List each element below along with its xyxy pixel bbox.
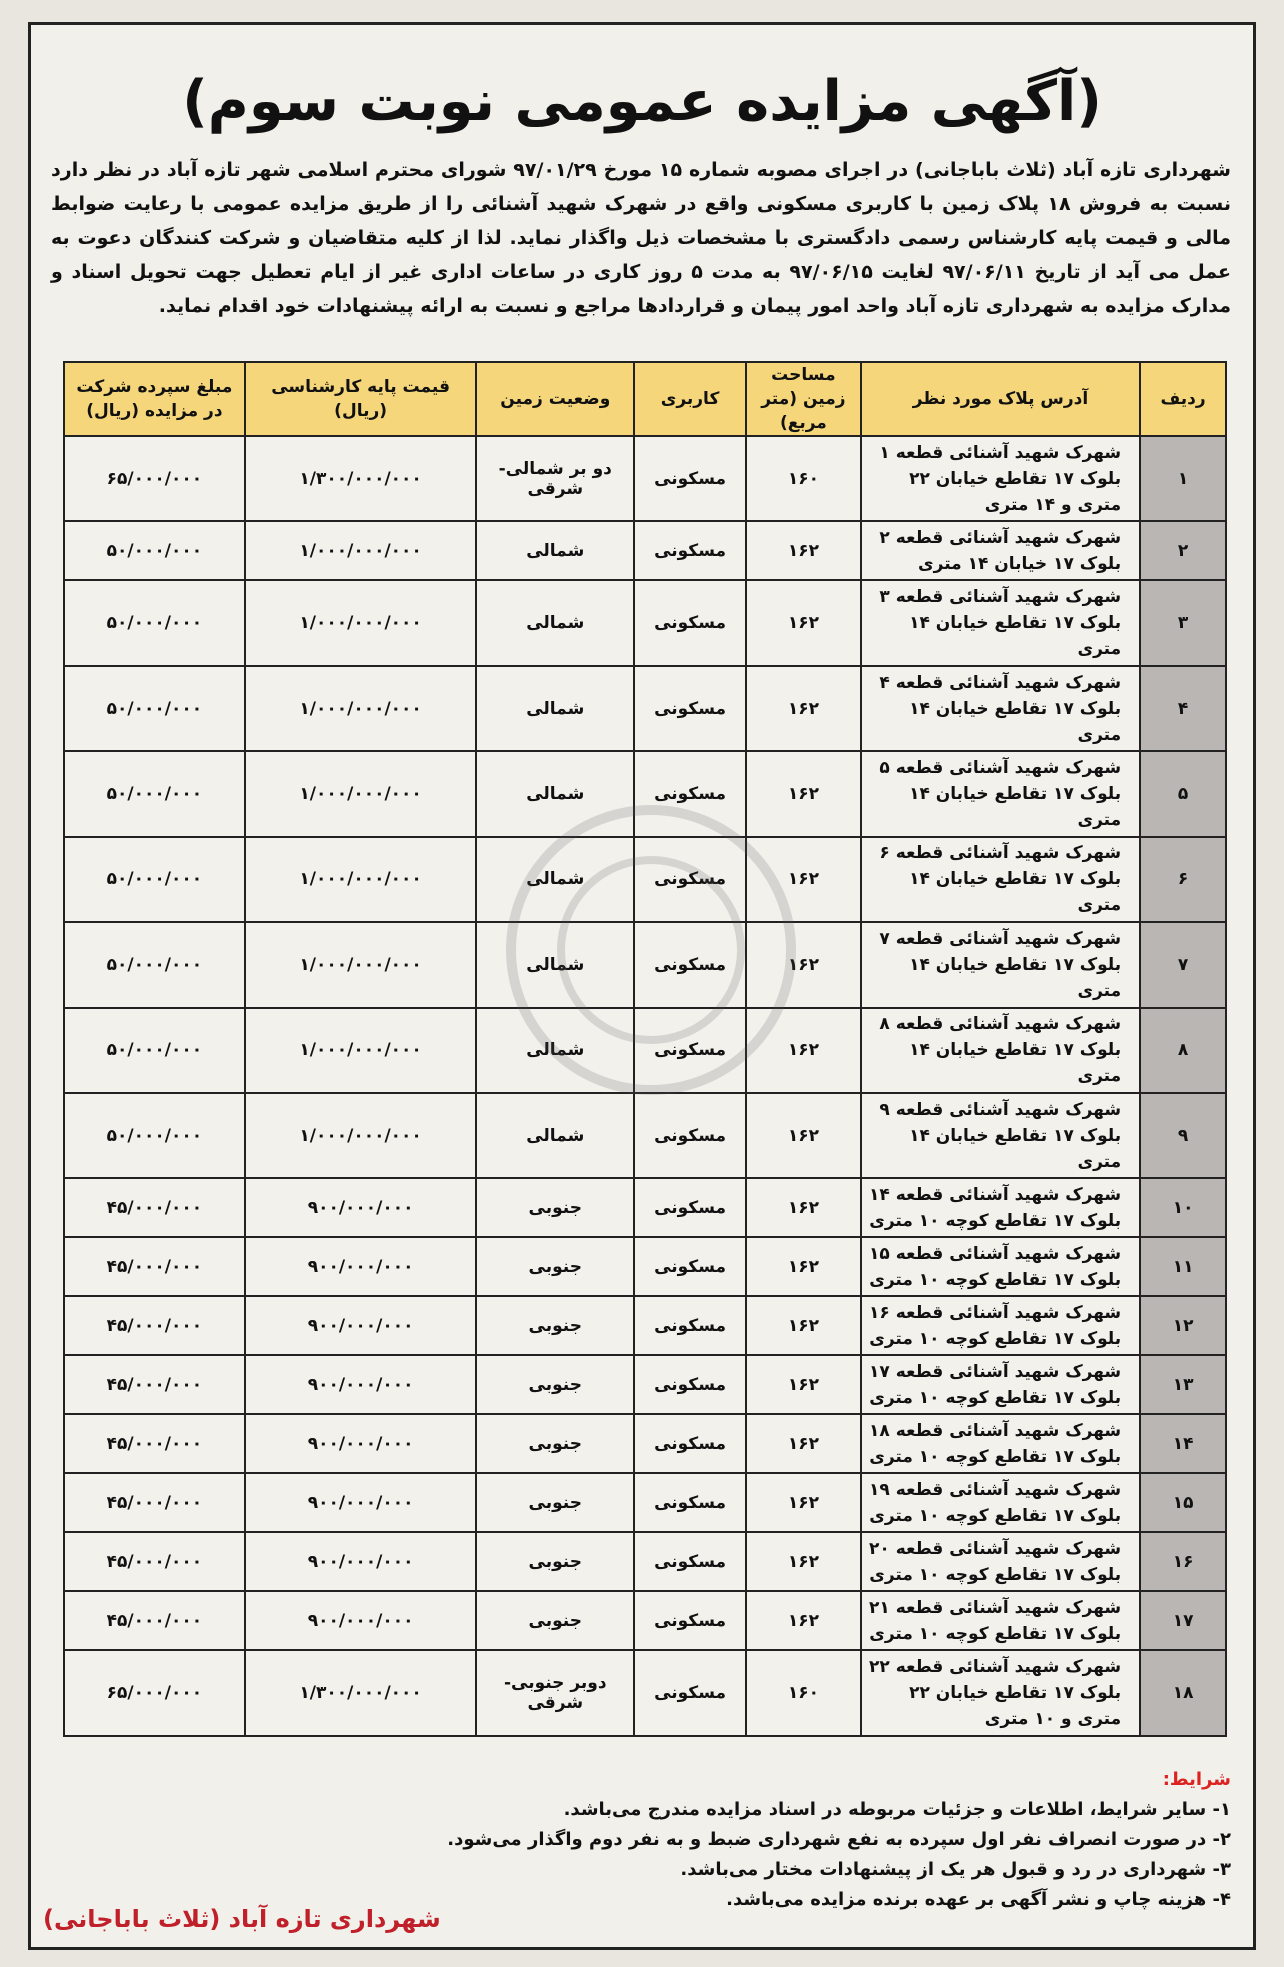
cell-row-number: ۱۱ bbox=[1140, 1237, 1226, 1296]
cell-area: ۱۶۲ bbox=[746, 1296, 861, 1355]
cell-deposit: ۵۰/۰۰۰/۰۰۰ bbox=[64, 1008, 245, 1093]
header-area: مساحت زمین (متر مربع) bbox=[746, 362, 861, 436]
cell-status: شمالی bbox=[476, 1008, 634, 1093]
table-row bbox=[64, 1414, 1226, 1473]
cell-address: شهرک شهید آشنائی قطعه ۸ بلوک ۱۷ تقاطع خیابان ۱۴ متری bbox=[861, 1008, 1140, 1093]
cell-row-number: ۴ bbox=[1140, 666, 1226, 751]
cell-price: ۱/۰۰۰/۰۰۰/۰۰۰ bbox=[245, 521, 477, 580]
table-row bbox=[64, 922, 1226, 1007]
cell-price: ۹۰۰/۰۰۰/۰۰۰ bbox=[245, 1296, 477, 1355]
cell-deposit: ۴۵/۰۰۰/۰۰۰ bbox=[64, 1473, 245, 1532]
cell-area: ۱۶۲ bbox=[746, 1532, 861, 1591]
cell-row-number: ۱۴ bbox=[1140, 1414, 1226, 1473]
cell-deposit: ۴۵/۰۰۰/۰۰۰ bbox=[64, 1178, 245, 1237]
cell-price: ۹۰۰/۰۰۰/۰۰۰ bbox=[245, 1473, 477, 1532]
intro-paragraph: شهرداری تازه آباد (ثلاث باباجانی) در اجرای مصوبه شماره ۱۵ مورخ ۹۷/۰۱/۲۹ شورای محترم اسلامی شهر تازه آباد در نظر دارد نسبت به فروش ۱۸ پلاک زمین با کاربری مسکونی واقع در شهرک شهید آشنائی را از طریق مزایده عمومی با رعایت ضوابط مالی و قیمت پایه کارشناس رسمی دادگستری با مشخصات ذیل واگذار نماید. لذا از کلیه متقاضیان و شرکت کنندگان دعوت به عمل می آید از تاریخ ۹۷/۰۶/۱۱ لغایت ۹۷/۰۶/۱۵ به مدت ۵ روز کاری در ساعات اداری غیر از ایام تعطیل جهت تحویل اسناد و مدارک مزایده به شهرداری تازه آباد واحد امور پیمان و قراردادها مراجع و نسبت به ارائه پیشنهادات خود اقدام نماید. bbox=[51, 159, 1231, 317]
header-deposit: مبلغ سپرده شرکت در مزایده (ریال) bbox=[64, 362, 245, 436]
table-row bbox=[64, 1355, 1226, 1414]
condition-item: ۱- سایر شرایط، اطلاعات و جزئیات مربوطه در اسناد مزایده مندرج می‌باشد. bbox=[563, 1799, 1231, 1820]
cell-row-number: ۵ bbox=[1140, 751, 1226, 836]
table-row bbox=[64, 1178, 1226, 1237]
cell-deposit: ۵۰/۰۰۰/۰۰۰ bbox=[64, 521, 245, 580]
cell-address: شهرک شهید آشنائی قطعه ۷ بلوک ۱۷ تقاطع خیابان ۱۴ متری bbox=[861, 922, 1140, 1007]
table-row bbox=[64, 1532, 1226, 1591]
cell-price: ۹۰۰/۰۰۰/۰۰۰ bbox=[245, 1237, 477, 1296]
table-header-row bbox=[64, 362, 1226, 436]
cell-deposit: ۵۰/۰۰۰/۰۰۰ bbox=[64, 580, 245, 665]
cell-price: ۱/۰۰۰/۰۰۰/۰۰۰ bbox=[245, 751, 477, 836]
cell-area: ۱۶۲ bbox=[746, 1008, 861, 1093]
cell-address: شهرک شهید آشنائی قطعه ۱ بلوک ۱۷ تقاطع خیابان ۲۲ متری و ۱۴ متری bbox=[861, 436, 1140, 521]
cell-address: شهرک شهید آشنائی قطعه ۳ بلوک ۱۷ تقاطع خیابان ۱۴ متری bbox=[861, 580, 1140, 665]
table-row bbox=[64, 1591, 1226, 1650]
cell-address: شهرک شهید آشنائی قطعه ۲۰ بلوک ۱۷ تقاطع کوچه ۱۰ متری bbox=[861, 1532, 1140, 1591]
cell-status: شمالی bbox=[476, 837, 634, 922]
cell-price: ۹۰۰/۰۰۰/۰۰۰ bbox=[245, 1414, 477, 1473]
cell-address: شهرک شهید آشنائی قطعه ۱۶ بلوک ۱۷ تقاطع کوچه ۱۰ متری bbox=[861, 1296, 1140, 1355]
cell-price: ۹۰۰/۰۰۰/۰۰۰ bbox=[245, 1178, 477, 1237]
cell-status: جنوبی bbox=[476, 1296, 634, 1355]
cell-row-number: ۱۲ bbox=[1140, 1296, 1226, 1355]
cell-use: مسکونی bbox=[634, 837, 746, 922]
table-body bbox=[64, 436, 1226, 1736]
cell-deposit: ۴۵/۰۰۰/۰۰۰ bbox=[64, 1355, 245, 1414]
table-row bbox=[64, 1237, 1226, 1296]
cell-status: شمالی bbox=[476, 666, 634, 751]
cell-row-number: ۱۳ bbox=[1140, 1355, 1226, 1414]
cell-row-number: ۲ bbox=[1140, 521, 1226, 580]
table-row bbox=[64, 1093, 1226, 1178]
cell-status: شمالی bbox=[476, 751, 634, 836]
cell-area: ۱۶۲ bbox=[746, 1473, 861, 1532]
cell-price: ۱/۰۰۰/۰۰۰/۰۰۰ bbox=[245, 666, 477, 751]
cell-status: شمالی bbox=[476, 580, 634, 665]
table-row bbox=[64, 580, 1226, 665]
cell-area: ۱۶۲ bbox=[746, 1414, 861, 1473]
cell-use: مسکونی bbox=[634, 666, 746, 751]
cell-deposit: ۵۰/۰۰۰/۰۰۰ bbox=[64, 837, 245, 922]
cell-use: مسکونی bbox=[634, 1532, 746, 1591]
cell-status: جنوبی bbox=[476, 1237, 634, 1296]
auction-table bbox=[63, 361, 1227, 1737]
cell-status: جنوبی bbox=[476, 1414, 634, 1473]
cell-deposit: ۴۵/۰۰۰/۰۰۰ bbox=[64, 1591, 245, 1650]
cell-use: مسکونی bbox=[634, 436, 746, 521]
cell-deposit: ۴۵/۰۰۰/۰۰۰ bbox=[64, 1296, 245, 1355]
cell-use: مسکونی bbox=[634, 1008, 746, 1093]
cell-price: ۹۰۰/۰۰۰/۰۰۰ bbox=[245, 1532, 477, 1591]
cell-use: مسکونی bbox=[634, 1591, 746, 1650]
cell-address: شهرک شهید آشنائی قطعه ۱۷ بلوک ۱۷ تقاطع کوچه ۱۰ متری bbox=[861, 1355, 1140, 1414]
cell-address: شهرک شهید آشنائی قطعه ۱۴ بلوک ۱۷ تقاطع کوچه ۱۰ متری bbox=[861, 1178, 1140, 1237]
cell-status: جنوبی bbox=[476, 1355, 634, 1414]
cell-row-number: ۳ bbox=[1140, 580, 1226, 665]
cell-area: ۱۶۲ bbox=[746, 922, 861, 1007]
cell-price: ۱/۰۰۰/۰۰۰/۰۰۰ bbox=[245, 1008, 477, 1093]
cell-price: ۱/۰۰۰/۰۰۰/۰۰۰ bbox=[245, 922, 477, 1007]
cell-use: مسکونی bbox=[634, 521, 746, 580]
condition-item: ۳- شهرداری در رد و قبول هر یک از پیشنهادات مختار می‌باشد. bbox=[680, 1859, 1231, 1880]
cell-status: شمالی bbox=[476, 922, 634, 1007]
cell-area: ۱۶۲ bbox=[746, 751, 861, 836]
table-row bbox=[64, 436, 1226, 521]
cell-row-number: ۱۸ bbox=[1140, 1650, 1226, 1736]
cell-use: مسکونی bbox=[634, 1237, 746, 1296]
cell-address: شهرک شهید آشنائی قطعه ۶ بلوک ۱۷ تقاطع خیابان ۱۴ متری bbox=[861, 837, 1140, 922]
cell-area: ۱۶۲ bbox=[746, 521, 861, 580]
cell-address: شهرک شهید آشنائی قطعه ۲۱ بلوک ۱۷ تقاطع کوچه ۱۰ متری bbox=[861, 1591, 1140, 1650]
cell-area: ۱۶۲ bbox=[746, 1591, 861, 1650]
cell-use: مسکونی bbox=[634, 1178, 746, 1237]
cell-address: شهرک شهید آشنائی قطعه ۵ بلوک ۱۷ تقاطع خیابان ۱۴ متری bbox=[861, 751, 1140, 836]
table-row bbox=[64, 666, 1226, 751]
cell-use: مسکونی bbox=[634, 1414, 746, 1473]
cell-row-number: ۱۵ bbox=[1140, 1473, 1226, 1532]
cell-use: مسکونی bbox=[634, 1473, 746, 1532]
cell-use: مسکونی bbox=[634, 1650, 746, 1736]
cell-status: جنوبی bbox=[476, 1473, 634, 1532]
cell-price: ۱/۳۰۰/۰۰۰/۰۰۰ bbox=[245, 1650, 477, 1736]
cell-area: ۱۶۲ bbox=[746, 837, 861, 922]
cell-use: مسکونی bbox=[634, 1296, 746, 1355]
cell-use: مسکونی bbox=[634, 580, 746, 665]
table-row bbox=[64, 521, 1226, 580]
cell-price: ۱/۰۰۰/۰۰۰/۰۰۰ bbox=[245, 837, 477, 922]
cell-price: ۹۰۰/۰۰۰/۰۰۰ bbox=[245, 1355, 477, 1414]
cell-status: شمالی bbox=[476, 521, 634, 580]
cell-area: ۱۶۰ bbox=[746, 436, 861, 521]
header-use: کاربری bbox=[634, 362, 746, 436]
cell-status: دو بر شمالی-شرقی bbox=[476, 436, 634, 521]
cell-address: شهرک شهید آشنائی قطعه ۴ بلوک ۱۷ تقاطع خیابان ۱۴ متری bbox=[861, 666, 1140, 751]
cell-price: ۱/۰۰۰/۰۰۰/۰۰۰ bbox=[245, 1093, 477, 1178]
cell-use: مسکونی bbox=[634, 1093, 746, 1178]
cell-address: شهرک شهید آشنائی قطعه ۹ بلوک ۱۷ تقاطع خیابان ۱۴ متری bbox=[861, 1093, 1140, 1178]
cell-status: شمالی bbox=[476, 1093, 634, 1178]
table-row bbox=[64, 751, 1226, 836]
cell-status: جنوبی bbox=[476, 1532, 634, 1591]
cell-area: ۱۶۰ bbox=[746, 1650, 861, 1736]
cell-row-number: ۱۶ bbox=[1140, 1532, 1226, 1591]
cell-area: ۱۶۲ bbox=[746, 580, 861, 665]
table-row bbox=[64, 1008, 1226, 1093]
cell-price: ۱/۳۰۰/۰۰۰/۰۰۰ bbox=[245, 436, 477, 521]
cell-row-number: ۸ bbox=[1140, 1008, 1226, 1093]
cell-deposit: ۴۵/۰۰۰/۰۰۰ bbox=[64, 1414, 245, 1473]
cell-deposit: ۶۵/۰۰۰/۰۰۰ bbox=[64, 436, 245, 521]
cell-area: ۱۶۲ bbox=[746, 1093, 861, 1178]
cell-status: جنوبی bbox=[476, 1591, 634, 1650]
cell-row-number: ۹ bbox=[1140, 1093, 1226, 1178]
cell-price: ۱/۰۰۰/۰۰۰/۰۰۰ bbox=[245, 580, 477, 665]
cell-status: جنوبی bbox=[476, 1178, 634, 1237]
cell-deposit: ۵۰/۰۰۰/۰۰۰ bbox=[64, 1093, 245, 1178]
cell-address: شهرک شهید آشنائی قطعه ۱۹ بلوک ۱۷ تقاطع کوچه ۱۰ متری bbox=[861, 1473, 1140, 1532]
municipality-signature: شهرداری تازه آباد (ثلاث باباجانی) bbox=[43, 1905, 441, 1933]
cell-area: ۱۶۲ bbox=[746, 1355, 861, 1414]
header-row-number: ردیف bbox=[1140, 362, 1226, 436]
cell-row-number: ۱۷ bbox=[1140, 1591, 1226, 1650]
cell-area: ۱۶۲ bbox=[746, 666, 861, 751]
table-row bbox=[64, 1650, 1226, 1736]
page-title: (آگهی مزایده عمومی نوبت سوم) bbox=[182, 69, 1102, 134]
cell-deposit: ۴۵/۰۰۰/۰۰۰ bbox=[64, 1237, 245, 1296]
cell-area: ۱۶۲ bbox=[746, 1237, 861, 1296]
cell-address: شهرک شهید آشنائی قطعه ۲ بلوک ۱۷ خیابان ۱۴ متری bbox=[861, 521, 1140, 580]
condition-item: ۲- در صورت انصراف نفر اول سپرده به نفع شهرداری ضبط و به نفر دوم واگذار می‌شود. bbox=[447, 1829, 1231, 1850]
table-row bbox=[64, 1296, 1226, 1355]
cell-deposit: ۵۰/۰۰۰/۰۰۰ bbox=[64, 751, 245, 836]
cell-deposit: ۴۵/۰۰۰/۰۰۰ bbox=[64, 1532, 245, 1591]
header-address: آدرس پلاک مورد نظر bbox=[861, 362, 1140, 436]
condition-item: ۴- هزینه چاپ و نشر آگهی بر عهده برنده مزایده می‌باشد. bbox=[726, 1889, 1231, 1910]
cell-row-number: ۷ bbox=[1140, 922, 1226, 1007]
cell-row-number: ۱ bbox=[1140, 436, 1226, 521]
cell-price: ۹۰۰/۰۰۰/۰۰۰ bbox=[245, 1591, 477, 1650]
cell-address: شهرک شهید آشنائی قطعه ۲۲ بلوک ۱۷ تقاطع خیابان ۲۲ متری و ۱۰ متری bbox=[861, 1650, 1140, 1736]
cell-use: مسکونی bbox=[634, 922, 746, 1007]
cell-row-number: ۱۰ bbox=[1140, 1178, 1226, 1237]
header-status: وضعیت زمین bbox=[476, 362, 634, 436]
cell-use: مسکونی bbox=[634, 751, 746, 836]
conditions-section bbox=[53, 1765, 1231, 1915]
advertisement-page bbox=[28, 22, 1256, 1950]
conditions-heading: شرایط: bbox=[1162, 1769, 1231, 1790]
table-row bbox=[64, 1473, 1226, 1532]
cell-use: مسکونی bbox=[634, 1355, 746, 1414]
cell-status: دوبر جنوبی-شرقی bbox=[476, 1650, 634, 1736]
table-row bbox=[64, 837, 1226, 922]
cell-deposit: ۶۵/۰۰۰/۰۰۰ bbox=[64, 1650, 245, 1736]
cell-row-number: ۶ bbox=[1140, 837, 1226, 922]
cell-address: شهرک شهید آشنائی قطعه ۱۵ بلوک ۱۷ تقاطع کوچه ۱۰ متری bbox=[861, 1237, 1140, 1296]
cell-address: شهرک شهید آشنائی قطعه ۱۸ بلوک ۱۷ تقاطع کوچه ۱۰ متری bbox=[861, 1414, 1140, 1473]
cell-deposit: ۵۰/۰۰۰/۰۰۰ bbox=[64, 666, 245, 751]
cell-deposit: ۵۰/۰۰۰/۰۰۰ bbox=[64, 922, 245, 1007]
header-price: قیمت پایه کارشناسی (ریال) bbox=[245, 362, 477, 436]
cell-area: ۱۶۲ bbox=[746, 1178, 861, 1237]
